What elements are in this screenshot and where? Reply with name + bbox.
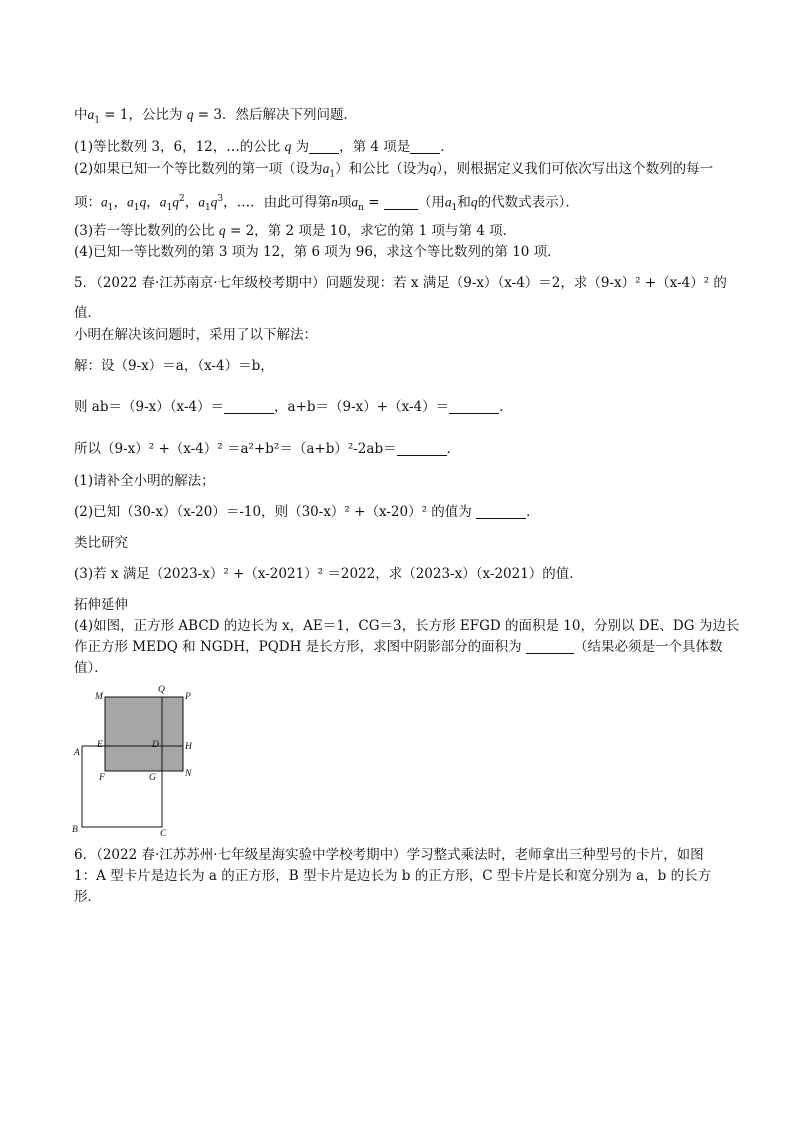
q-symbol: q [284,139,292,154]
solution-text: ，a+b＝（9-x）+（x-4）＝ [274,399,450,415]
sub-question-1: (1)请补全小明的解法； [74,473,215,489]
solution-text: 则 ab＝（9-x）（x-4）＝ [74,399,225,415]
answer-blank[interactable] [449,399,499,414]
term: q [210,194,218,210]
q2-text: ）和公比（设为 [335,161,430,177]
label-A: A [74,748,80,758]
label-M: M [95,692,103,702]
label-H: H [185,742,192,752]
q-symbol: q [218,223,226,238]
subscript: 1 [133,203,140,214]
q3-text: = 2，第 2 项是 10，求它的第 1 项与第 4 项． [225,223,517,239]
q3-text: (3)若一等比数列的公比 [74,223,219,239]
subscript: 1 [166,203,173,214]
sub-question-4-line-2 [74,638,722,656]
q2-text: ），则根据定义我们可依次写出这个数列的每一 [436,161,714,177]
sub-question-text: （结果必须是一个具体数 [573,639,723,655]
label-G: G [149,773,156,783]
answer-blank[interactable] [397,441,447,456]
q2-text: 项 [337,194,352,211]
q-symbol: q [429,161,437,176]
n-symbol: n [331,194,338,210]
intro-line [74,106,357,130]
solution-text: 所以（9-x）² +（x-4）² ＝a²+b²＝（a+b）²-2ab＝ [74,441,397,457]
sub-question-3: (3)若 x 满足（2023-x）² +（x-2021）² ＝2022，求（2023-x）（x-2021）的值． [74,566,583,582]
sub-question-text: (2)已知（30-x）（x-20）＝-10，则（30-x）² +（x-20）² 的值为 [74,504,477,520]
answer-blank[interactable] [309,139,339,154]
q2-text: (2)如果已知一个等比数列的第一项（设为 [74,161,323,177]
intro-text: 中 [74,107,88,123]
section-extend-heading: 拓伸延伸 [74,597,128,613]
question-2-line-1 [74,160,713,184]
label-N: N [185,769,192,779]
subscript: 1 [107,203,114,214]
q2-text: 和 [457,194,471,211]
q2-text: ，…．由此可得第 [223,194,332,211]
intro-text: = 3．然后解决下列问题． [193,107,357,123]
problem-6-line-3: 形． [74,889,101,905]
label-F: F [99,773,105,783]
answer-blank[interactable] [526,639,574,654]
problem-6-line-2: 1：A 型卡片是边长为 a 的正方形，B 型卡片是边长为 b 的正方形，C 型卡片是长和宽分别为 a，b 的长方 [74,868,712,884]
term: a [159,194,167,210]
question-3 [74,222,516,240]
label-Q: Q [158,685,165,695]
section-analog-heading: 类比研究 [74,535,128,551]
sub-question-4-line-3: 值）． [74,660,108,676]
question-1 [74,138,454,156]
a1-symbol: a [87,107,95,122]
label-C: C [160,829,167,838]
shaded-region [105,697,183,771]
term: q [172,194,179,210]
term: a [101,194,108,210]
superscript: 2 [178,194,185,204]
sub-question-4-line-1: (4)如图，正方形 ABCD 的边长为 x，AE＝1，CG＝3，长方形 EFGD 的面积是 10，分别以 DE、DG 为边长 [74,618,740,634]
sub-question-text: 作正方形 MEDQ 和 NGDH，PQDH 是长方形，求图中阴影部分的面积为 [74,639,526,655]
label-D: D [152,740,159,750]
subscript: 1 [94,115,100,126]
q2-text: = [363,194,384,211]
superscript: 3 [217,194,224,204]
geometry-figure [66,682,206,838]
subscript: n [358,203,364,214]
term: q [139,194,147,210]
q1-text: 为 [291,139,310,155]
intro-text: = 1，公比为 [99,107,187,123]
answer-blank[interactable] [224,399,274,414]
q-symbol: q [186,107,194,122]
problem-5-intro: 小明在解决该问题时，采用了以下解法： [74,327,317,343]
sub-question-text: ． [526,504,540,520]
label-P: P [185,692,191,702]
a1-symbol: a [444,194,452,210]
solution-line-3 [74,440,460,458]
q-symbol: q [470,194,478,210]
a1-symbol: a [322,161,330,176]
subscript: 1 [329,169,336,180]
answer-blank[interactable] [476,504,526,519]
subscript: 1 [451,203,458,214]
label-B: B [72,825,78,835]
sub-question-2 [74,503,540,521]
solution-text: ． [446,441,461,457]
q1-text: (1)等比数列 3，6，12，…的公比 [74,139,285,155]
term: a [198,194,205,210]
question-2-line-2: 项：$a_1$，$a_1q$，$a_1q^2$，$a_1q^3$，…．由此可得第n项$a_n$ = （用$a_1$和q的代数式表示）． [74,194,579,214]
q2-text: 项： [74,194,101,211]
q2-text: （用 [417,194,445,211]
q2-text: 的代数式表示）． [477,194,579,211]
term: a [126,194,134,210]
q1-text: ． [440,139,454,155]
problem-5-heading: 5．（2022 春·江苏南京·七年级校考期中）问题发现：若 x 满足（9-x）（x-4）＝2，求（9-x）² +（x-4）² 的 [74,275,727,291]
problem-6-line-1: 6．（2022 春·江苏苏州·七年级星海实验中学校考期中）学习整式乘法时，老师拿出三种型号的卡片，如图 [74,847,704,863]
solution-line-2 [74,398,513,416]
subscript: 1 [204,203,211,214]
an-symbol: a [351,194,359,210]
q1-text: ，第 4 项是 [339,139,411,155]
answer-blank[interactable] [410,139,440,154]
solution-line-1: 解：设（9-x）＝a，（x-4）＝b， [74,358,274,374]
answer-blank[interactable] [384,195,418,210]
label-E: E [97,740,103,750]
problem-5-heading-cont: 值． [74,305,101,321]
question-4: (4)已知一等比数列的第 3 项为 12，第 6 项为 96，求这个等比数列的第 10 项． [74,244,561,260]
solution-text: ． [499,399,513,415]
